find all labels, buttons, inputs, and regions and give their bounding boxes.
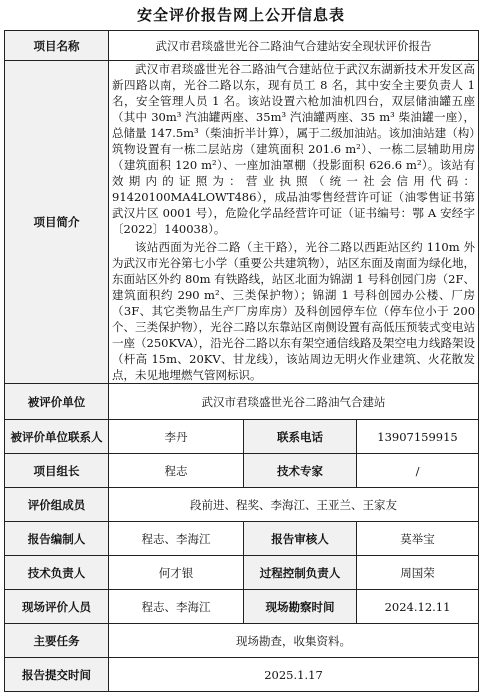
intro-paragraph-1: 武汉市君琰盛世光谷二路油气合建站位于武汉东湖新技术开发区高新四路以南，光谷二路以东，现有员工 8 名，其中安全主要负责人 1 名，安全管理人员 1 名。该站设置六枪加油机四台，双层储油罐五座（其中 30m³ 汽油罐两座、35m³ 汽油罐两座、35 m³ 柴油罐一座），总储量 147.5m³（柴油折半计算），属于二级加油站。该加油站建（构）筑物设置有一栋二层站房（建筑面积 201.6 m²）、一栋二层辅助用房（建筑面积 120 m²）、一座加油罩棚（投影面积 626.6 m²）。该站有效期内的证照为：营业执照（统一社会信用代码：91420100MA4LOWT486），成品油零售经营许可证（油零售证书第武汉片区 0001 号），危险化学品经营许可证（证书编号：鄂 A 安经字〔2022〕140038）。 (112, 62, 476, 236)
row-submit-date (5, 658, 479, 692)
label-main-task: 主要任务 (5, 624, 109, 658)
label-report-reviewer: 报告审核人 (244, 522, 357, 556)
value-team-leader: 程志 (109, 454, 244, 488)
label-report-author: 报告编制人 (5, 522, 109, 556)
label-project-intro: 项目简介 (5, 61, 109, 384)
value-evaluated-unit: 武汉市君琰盛世光谷二路油气合建站 (109, 384, 479, 420)
label-evaluated-unit: 被评价单位 (5, 384, 109, 420)
label-submit-date: 报告提交时间 (5, 658, 109, 692)
row-evaluated-unit (5, 384, 479, 420)
label-process-lead: 过程控制负责人 (244, 556, 357, 590)
row-project-name (5, 31, 479, 61)
value-contact: 李丹 (109, 420, 244, 454)
value-project-name: 武汉市君琰盛世光谷二路油气合建站安全现状评价报告 (109, 31, 479, 61)
value-tech-lead: 何才银 (109, 556, 244, 590)
label-tech-expert: 技术专家 (244, 454, 357, 488)
value-site-staff: 程志、李海江 (109, 590, 244, 624)
label-team-leader: 项目组长 (5, 454, 109, 488)
label-team-members: 评价组成员 (5, 488, 109, 522)
row-team-leader (5, 454, 479, 488)
value-phone: 13907159915 (357, 420, 479, 454)
value-report-author: 程志、李海江 (109, 522, 244, 556)
row-contact (5, 420, 479, 454)
label-project-name: 项目名称 (5, 31, 109, 61)
page-title: 安全评价报告网上公开信息表 (136, 6, 345, 24)
row-tech-lead (5, 556, 479, 590)
value-main-task: 现场勘查，收集资料。 (109, 624, 479, 658)
label-tech-lead: 技术负责人 (5, 556, 109, 590)
row-main-task (5, 624, 479, 658)
info-table (4, 30, 479, 692)
value-process-lead: 周国荣 (357, 556, 479, 590)
label-survey-date: 现场勘察时间 (244, 590, 357, 624)
row-site-staff (5, 590, 479, 624)
row-project-intro (5, 61, 479, 384)
row-team-members (5, 488, 479, 522)
row-report-author (5, 522, 479, 556)
value-team-members: 段前进、程奖、李海江、王亚兰、王家友 (109, 488, 479, 522)
value-tech-expert: / (357, 454, 479, 488)
value-project-intro (109, 61, 479, 384)
value-submit-date: 2025.1.17 (109, 658, 479, 692)
value-report-reviewer: 莫举宝 (357, 522, 479, 556)
intro-paragraph-2: 该站西面为光谷二路（主干路），光谷二路以西距站区约 110m 外为武汉市光谷第七小学（重要公共建筑物），站区东面及南面为绿化地，东面站区外约 80m 有铁路线，站区北面为锦湖 1 号科创园门房（2F、建筑面积约 290 m²、三类保护物）；锦湖 1 号科创园办公楼、厂房（3F、其它类物品生产厂房库房）及科创园停车位（停车位小于 200 个、三类保护物），光谷二路以东靠站区南侧设置有高低压预装式变电站一座（250KVA），沿光谷二路以东有架空通信线路及架空电力线路架设（杆高 15m、20KV、甘龙线），该站周边无明火作业建筑、火花散发点，未见地埋燃气管网标识。 (112, 240, 476, 382)
label-phone: 联系电话 (244, 420, 357, 454)
label-site-staff: 现场评价人员 (5, 590, 109, 624)
value-survey-date: 2024.12.11 (357, 590, 479, 624)
label-contact: 被评价单位联系人 (5, 420, 109, 454)
